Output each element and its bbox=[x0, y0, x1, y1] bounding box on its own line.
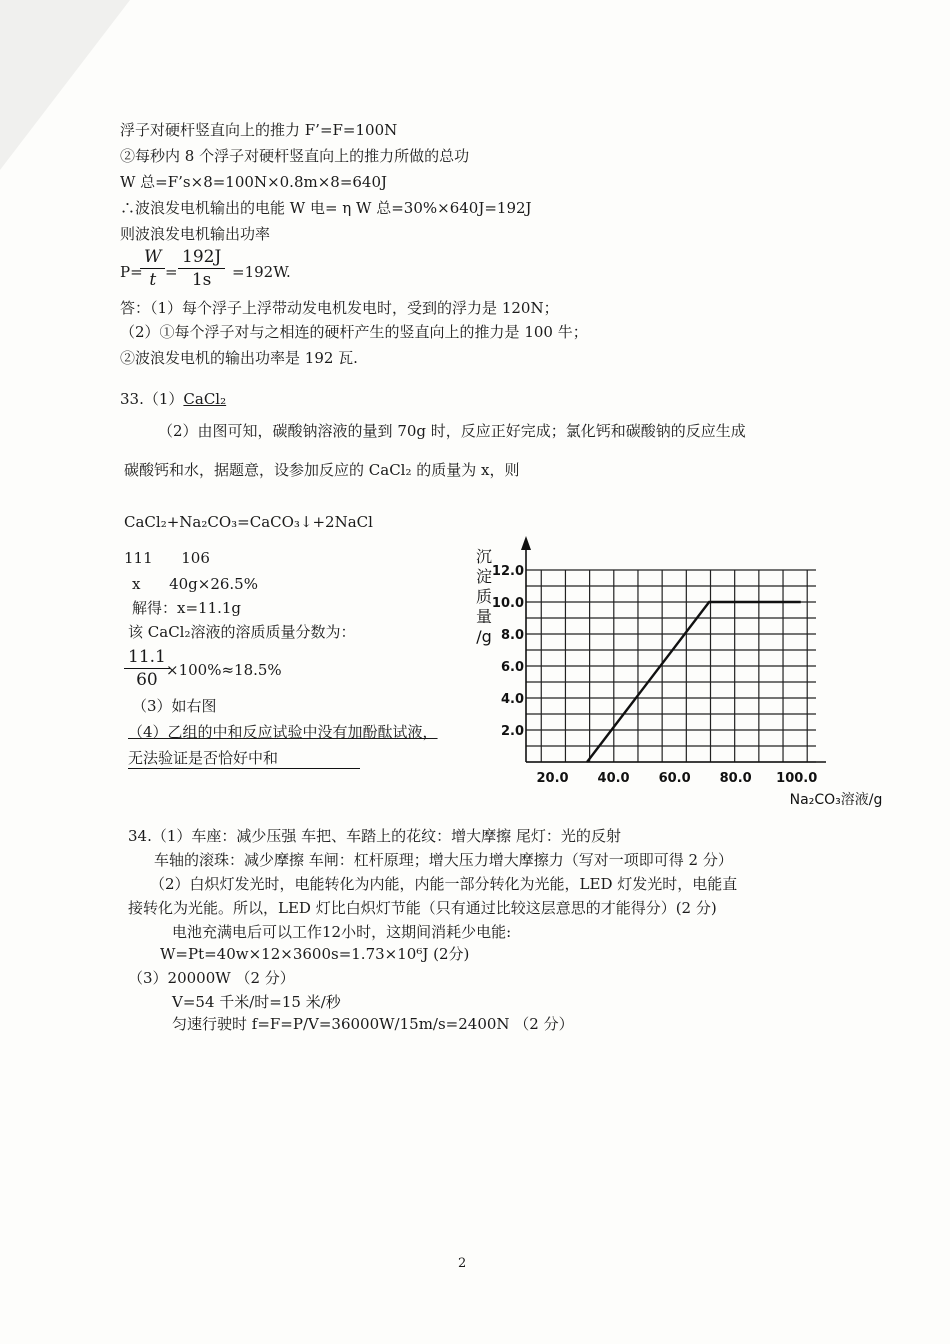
reaction-equation: CaCl₂+Na₂CO₃=CaCO₃↓+2NaCl bbox=[124, 513, 373, 531]
q33-part3: （3）如右图 bbox=[132, 697, 217, 715]
x-tick-label: 40.0 bbox=[597, 771, 630, 786]
mass-fraction-numerator: 11.1 bbox=[124, 646, 170, 669]
q34-line-7: （3）20000W （2 分） bbox=[128, 969, 295, 987]
solution-x: 解得：x=11.1g bbox=[132, 599, 242, 617]
y-tick-label: 2.0 bbox=[500, 724, 524, 739]
power-formula-fraction-values bbox=[178, 246, 225, 291]
q32-answer-3: ②波浪发电机的输出功率是 192 瓦. bbox=[120, 349, 358, 367]
q33-part1-prefix: 33.（1） bbox=[120, 390, 184, 408]
y-axis-label-char: 量 bbox=[475, 607, 493, 626]
x-tick-label: 100.0 bbox=[776, 771, 818, 786]
x-tick-label: 60.0 bbox=[658, 771, 691, 786]
mass-fraction-result: ×100%≈18.5% bbox=[166, 661, 282, 679]
power-formula-result: =192W. bbox=[232, 263, 291, 281]
power-formula-value-denominator: 1s bbox=[191, 270, 212, 290]
q34-line-8: V=54 千米/时=15 米/秒 bbox=[172, 993, 341, 1011]
x-tick-label: 80.0 bbox=[719, 771, 752, 786]
x-tick-label: 20.0 bbox=[536, 771, 569, 786]
q34-line-5: 电池充满电后可以工作12小时，这期间消耗少电能: bbox=[172, 923, 512, 941]
q34-line-9: 匀速行驶时 f=F=P/V=36000W/15m/s=2400N （2 分） bbox=[172, 1015, 574, 1033]
page-corner-fold bbox=[0, 0, 130, 170]
q33-part4-line-2: 无法验证是否恰好中和 bbox=[128, 748, 360, 769]
q32-answer-1: 答：（1）每个浮子上浮带动发电机发电时，受到的浮力是 120N； bbox=[120, 299, 559, 317]
q34-line-2: 车轴的滚珠：减少摩擦 车闸：杠杆原理；增大压力增大摩擦力（写对一项即可得 2 分） bbox=[154, 851, 733, 869]
q33-part2-line-2: 碳酸钙和水，据题意，设参加反应的 CaCl₂ 的质量为 x，则 bbox=[124, 461, 520, 479]
mass-fraction-intro: 该 CaCl₂溶液的溶质质量分数为： bbox=[128, 623, 356, 641]
y-tick-label: 10.0 bbox=[491, 596, 524, 611]
q33-part1 bbox=[120, 389, 226, 409]
q32-line-1: 浮子对硬杆竖直向上的推力 F’=F=100N bbox=[120, 121, 398, 139]
molar-mass-ratio: 111 106 bbox=[124, 549, 210, 567]
q33-part2-line-1: （2）由图可知，碳酸钠溶液的量到 70g 时，反应正好完成；氯化钙和碳酸钠的反应生成 bbox=[158, 422, 746, 440]
y-tick-label: 4.0 bbox=[500, 692, 524, 707]
q33-part1-answer: CaCl₂ bbox=[183, 390, 227, 408]
y-axis-label-char: /g bbox=[476, 627, 492, 646]
y-tick-label: 12.0 bbox=[491, 564, 524, 579]
q34-line-6: W=Pt=40w×12×3600s=1.73×10⁶J (2分) bbox=[160, 945, 470, 963]
mass-fraction-denominator: 60 bbox=[136, 670, 158, 690]
y-axis-label-char: 淀 bbox=[475, 567, 493, 586]
q32-line-4: ∴波浪发电机输出的电能 W 电= η W 总=30%×640J=192J bbox=[120, 199, 532, 217]
q33-part4-line-1: （4）乙组的中和反应试验中没有加酚酞试液， bbox=[128, 723, 438, 741]
power-formula-equals: = bbox=[165, 263, 178, 281]
power-formula-denominator: t bbox=[149, 270, 157, 290]
q34-line-4: 接转化为光能。所以，LED 灯比白炽灯节能（只有通过比较这层意思的才能得分）(2 分) bbox=[128, 899, 717, 917]
q32-line-2: ②每秒内 8 个浮子对硬杆竖直向上的推力所做的总功 bbox=[120, 147, 470, 165]
page-number: 2 bbox=[458, 1256, 467, 1271]
power-formula-prefix: P= bbox=[120, 263, 143, 281]
chart-grid bbox=[526, 570, 816, 762]
power-formula-fraction-wt bbox=[140, 246, 165, 291]
mass-ratio: x 40g×26.5% bbox=[132, 575, 258, 593]
q34-line-3: （2）白炽灯发光时，电能转化为内能，内能一部分转化为光能，LED 灯发光时，电能直 bbox=[150, 875, 738, 893]
y-tick-label: 8.0 bbox=[500, 628, 524, 643]
y-tick-label: 6.0 bbox=[500, 660, 524, 675]
x-axis-label: Na₂CO₃溶液/g bbox=[789, 792, 883, 808]
q32-answer-2: （2）①每个浮子对与之相连的硬杆产生的竖直向上的推力是 100 牛； bbox=[120, 323, 588, 341]
precipitate-mass-chart bbox=[470, 532, 890, 812]
power-formula-value-numerator: 192J bbox=[178, 246, 225, 269]
y-axis-label-char: 沉 bbox=[475, 547, 493, 566]
q32-line-5: 则波浪发电机输出功率 bbox=[120, 225, 271, 243]
q34-line-1: 34.（1）车座：减少压强 车把、车踏上的花纹：增大摩擦 尾灯：光的反射 bbox=[128, 827, 621, 845]
power-formula-numerator: W bbox=[140, 246, 165, 269]
y-axis-arrow bbox=[521, 536, 531, 550]
mass-fraction bbox=[124, 646, 170, 691]
y-axis-label-char: 质 bbox=[475, 587, 493, 606]
q32-line-3: W 总=F’s×8=100N×0.8m×8=640J bbox=[120, 173, 388, 191]
